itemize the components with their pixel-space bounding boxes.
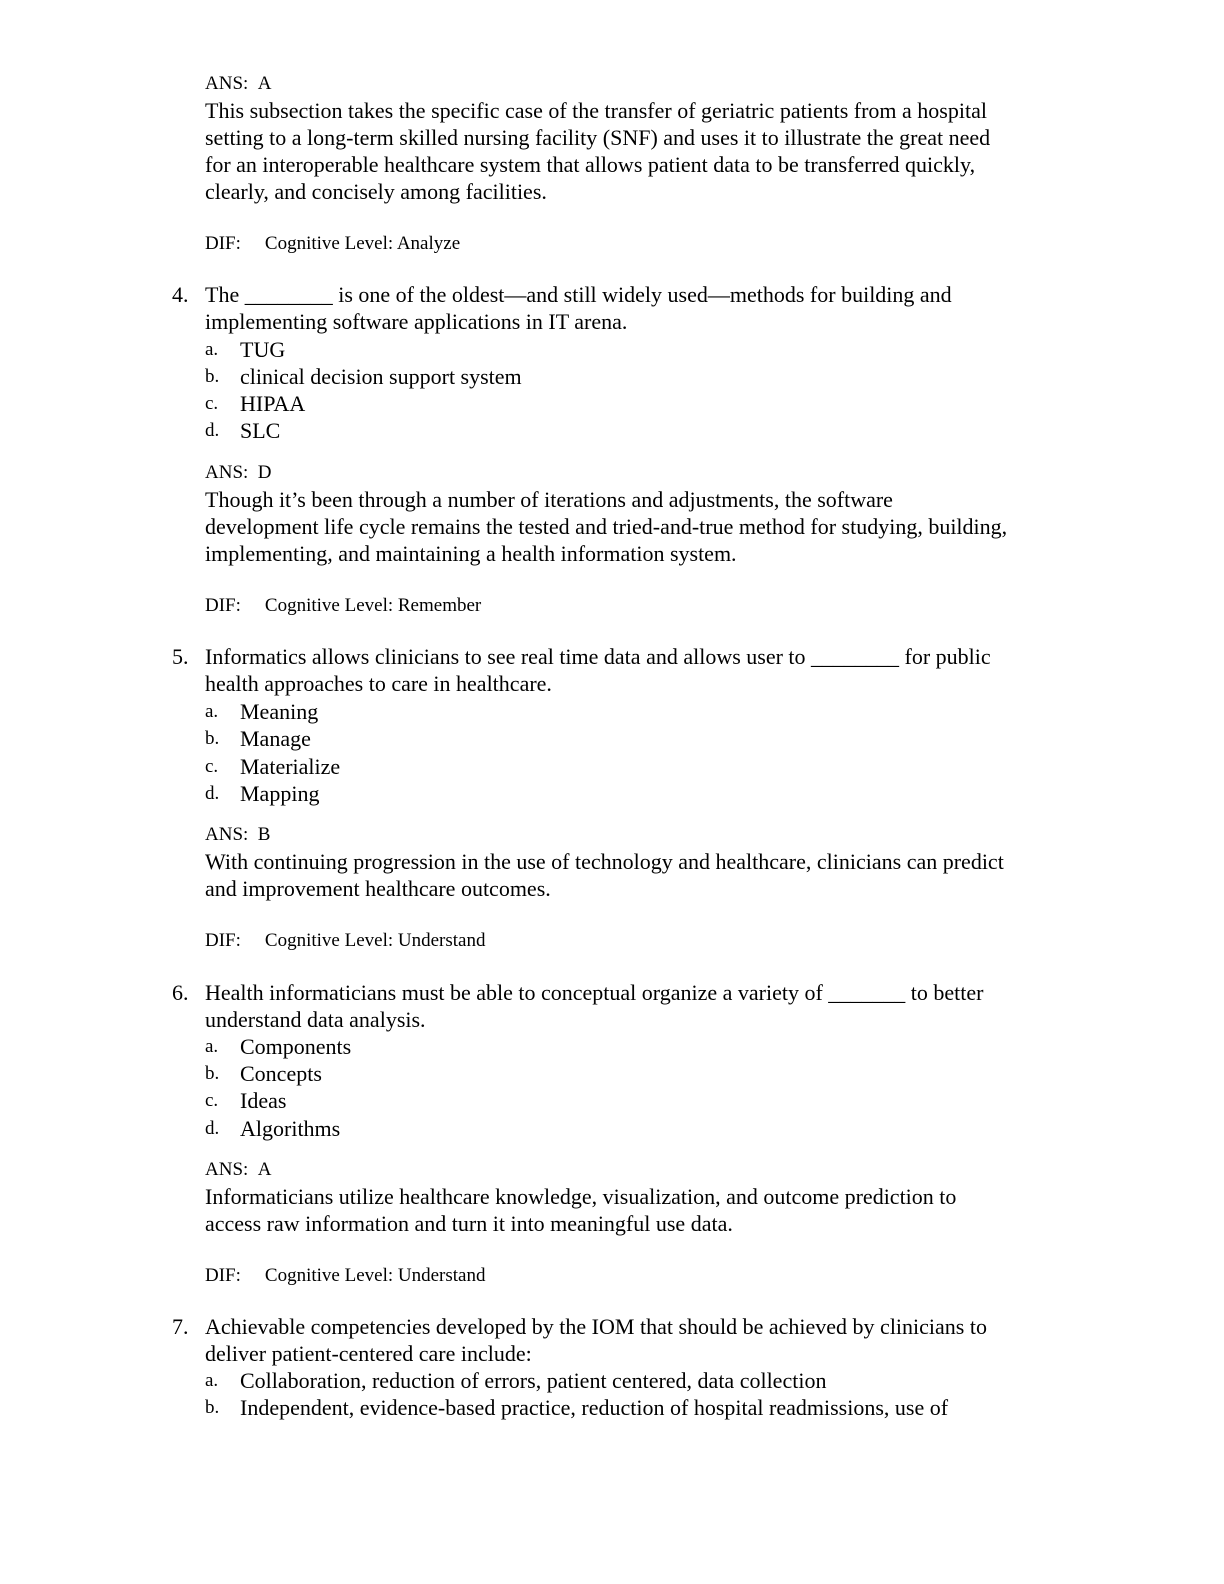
question-number: 6. [172,980,189,1005]
question-stem-line: deliver patient-centered care include: [205,1341,532,1366]
question-stem-line: understand data analysis. [205,1007,426,1032]
answer-label: ANS: [205,462,249,483]
option-text: Mapping [240,781,320,806]
option-text: Concepts [240,1061,322,1086]
option-letter: a. [205,1370,219,1391]
option-text: Ideas [240,1088,287,1113]
option-text: Components [240,1034,352,1059]
difficulty-value: Cognitive Level: Understand [264,930,486,951]
option-letter: d. [205,420,220,441]
question-stem-line: Health informaticians must be able to conceptual organize a variety of _______ to better [205,980,984,1005]
rationale-line: With continuing progression in the use of technology and healthcare, clinicians can predict [205,849,1004,874]
difficulty-label: DIF: [205,233,241,254]
question-stem-line: implementing software applications in IT arena. [205,309,628,334]
rationale-line: clearly, and concisely among facilities. [205,179,547,204]
option-letter: b. [205,366,220,387]
answer-value: A [257,1159,272,1180]
difficulty-line [205,927,485,954]
rationale-line: Informaticians utilize healthcare knowledge, visualization, and outcome prediction to [205,1184,957,1209]
option-letter: a. [205,1036,219,1057]
difficulty-value: Cognitive Level: Analyze [264,233,461,254]
option-letter: c. [205,1090,219,1111]
rationale-line: This subsection takes the specific case of the transfer of geriatric patients from a hospital [205,98,987,123]
difficulty-value: Cognitive Level: Understand [264,1265,486,1286]
question-stem-line: Informatics allows clinicians to see real time data and allows user to ________ for public [205,644,991,669]
answer-value: A [257,73,272,94]
option-text: Collaboration, reduction of errors, patient centered, data collection [240,1368,827,1393]
answer-line [205,70,272,97]
answer-value: D [257,462,272,483]
option-text: Independent, evidence-based practice, reduction of hospital readmissions, use of [240,1395,949,1420]
option-letter: b. [205,1397,220,1418]
option-text: Materialize [240,754,341,779]
difficulty-label: DIF: [205,1265,241,1286]
option-text: clinical decision support system [240,364,522,389]
answer-line [205,821,270,848]
option-letter: b. [205,728,220,749]
answer-label: ANS: [205,1159,249,1180]
option-letter: d. [205,783,220,804]
difficulty-value: Cognitive Level: Remember [264,595,482,616]
question-number: 7. [172,1314,189,1339]
answer-line [205,459,272,486]
rationale-line: setting to a long-term skilled nursing facility (SNF) and uses it to illustrate the great need [205,125,991,150]
difficulty-line [205,1262,485,1289]
option-letter: b. [205,1063,220,1084]
option-text: Meaning [240,699,319,724]
question-stem-line: health approaches to care in healthcare. [205,671,552,696]
option-letter: a. [205,701,219,722]
difficulty-line [205,592,481,619]
answer-label: ANS: [205,73,249,94]
answer-label: ANS: [205,824,249,845]
difficulty-label: DIF: [205,930,241,951]
option-letter: a. [205,339,219,360]
option-text: Algorithms [240,1116,341,1141]
difficulty-label: DIF: [205,595,241,616]
difficulty-line [205,230,460,257]
answer-value: B [257,824,271,845]
option-letter: d. [205,1118,220,1139]
rationale-line: implementing, and maintaining a health information system. [205,541,737,566]
question-number: 5. [172,644,189,669]
option-text: HIPAA [240,391,306,416]
answer-line [205,1156,272,1183]
question-stem-line: The ________ is one of the oldest—and still widely used—methods for building and [205,282,952,307]
option-letter: c. [205,756,219,777]
question-number: 4. [172,282,189,307]
option-text: TUG [240,337,286,362]
rationale-line: access raw information and turn it into meaningful use data. [205,1211,733,1236]
question-stem-line: Achievable competencies developed by the IOM that should be achieved by clinicians to [205,1314,987,1339]
rationale-line: and improvement healthcare outcomes. [205,876,551,901]
option-letter: c. [205,393,219,414]
rationale-line: development life cycle remains the tested and tried-and-true method for studying, building, [205,514,1008,539]
option-text: SLC [240,418,281,443]
option-text: Manage [240,726,311,751]
rationale-line: Though it’s been through a number of iterations and adjustments, the software [205,487,893,512]
rationale-line: for an interoperable healthcare system that allows patient data to be transferred quickly, [205,152,976,177]
